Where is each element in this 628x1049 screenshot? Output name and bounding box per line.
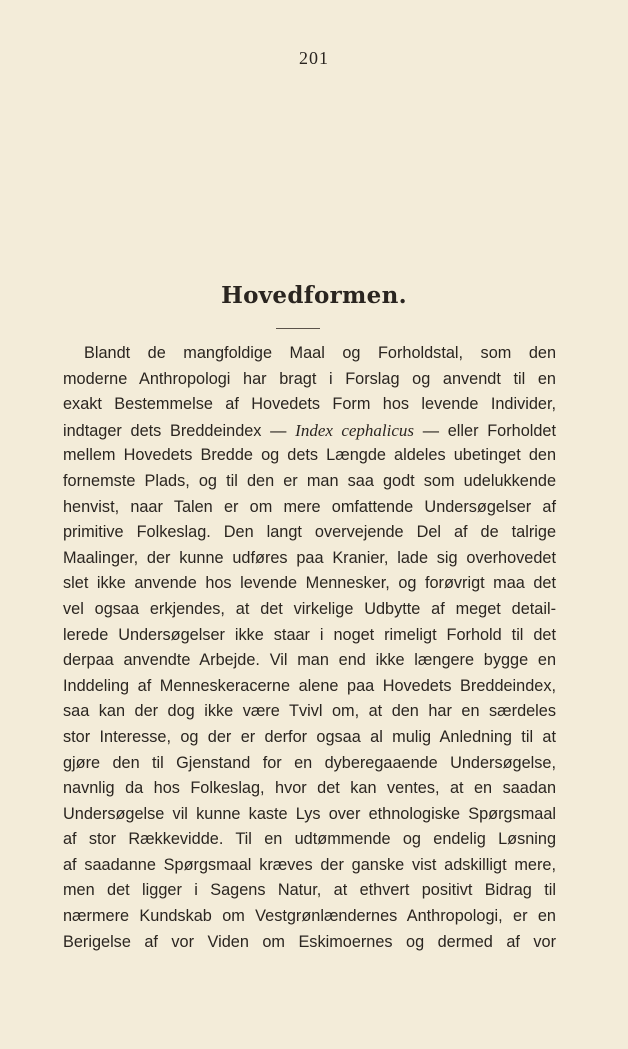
heading-rule: [276, 328, 320, 329]
text-line: lerede Undersøgelser ikke staar i noget rimeligt Forhold til det: [63, 625, 556, 644]
text-line: Inddeling af Menneskeracerne alene paa Hovedets Breddeindex,: [63, 676, 556, 695]
body-paragraph: [63, 341, 556, 955]
text-line: mellem Hovedets Bredde og dets Længde aldeles ubetinget den: [63, 446, 556, 465]
text-line: henvist, naar Talen er om mere omfattende Undersøgelser af: [63, 497, 556, 516]
text-line: af saadanne Spørgsmaal kræves der ganske vist adskilligt mere,: [63, 855, 556, 874]
text-line: saa kan der dog ikke være Tvivl om, at den har en særdeles: [63, 702, 556, 721]
text-line: Berigelse af vor Viden om Eskimoernes og dermed af vor: [63, 932, 556, 951]
text-line: Undersøgelse vil kunne kaste Lys over ethnologiske Spørgsmaal: [63, 804, 556, 823]
text-line: Blandt de mangfoldige Maal og Forholdstal, som den: [84, 344, 556, 362]
text-line: indtager dets Breddeindex — Index cephalicus — eller Forholdet: [63, 420, 556, 440]
text-line: vel ogsaa erkjendes, at det virkelige Udbytte af meget detail-: [63, 599, 556, 618]
text-line: stor Interesse, og der er derfor ogsaa al mulig Anledning til at: [63, 727, 556, 746]
text-line: Maalinger, der kunne udføres paa Kranier, lade sig overhovedet: [63, 548, 556, 567]
text-line: exakt Bestemmelse af Hovedets Form hos levende Individer,: [63, 395, 556, 414]
page-number: 201: [299, 48, 329, 68]
text-line: af stor Rækkevidde. Til en udtømmende og endelig Løsning: [63, 830, 556, 849]
text-line: moderne Anthropologi har bragt i Forslag og anvendt til en: [63, 369, 556, 388]
text-line: nærmere Kundskab om Vestgrønlændernes Anthropologi, er en: [63, 907, 556, 926]
section-heading: Hovedformen.: [221, 282, 407, 309]
text-line: navnlig da hos Folkeslag, hvor det kan ventes, at en saadan: [63, 779, 556, 798]
latin-term: Index cephalicus: [295, 420, 415, 440]
text-line: derpaa anvendte Arbejde. Vil man end ikke længere bygge en: [63, 651, 556, 670]
text-line: primitive Folkeslag. Den langt overvejende Del af de talrige: [63, 523, 556, 542]
text-line: men det ligger i Sagens Natur, at ethvert positivt Bidrag til: [63, 881, 556, 900]
text-line: fornemste Plads, og til den er man saa godt som udelukkende: [63, 471, 556, 490]
text-line: gjøre den til Gjenstand for en dyberegaaende Undersøgelse,: [63, 753, 556, 772]
text-line: slet ikke anvende hos levende Mennesker, og forøvrigt maa det: [63, 574, 556, 593]
